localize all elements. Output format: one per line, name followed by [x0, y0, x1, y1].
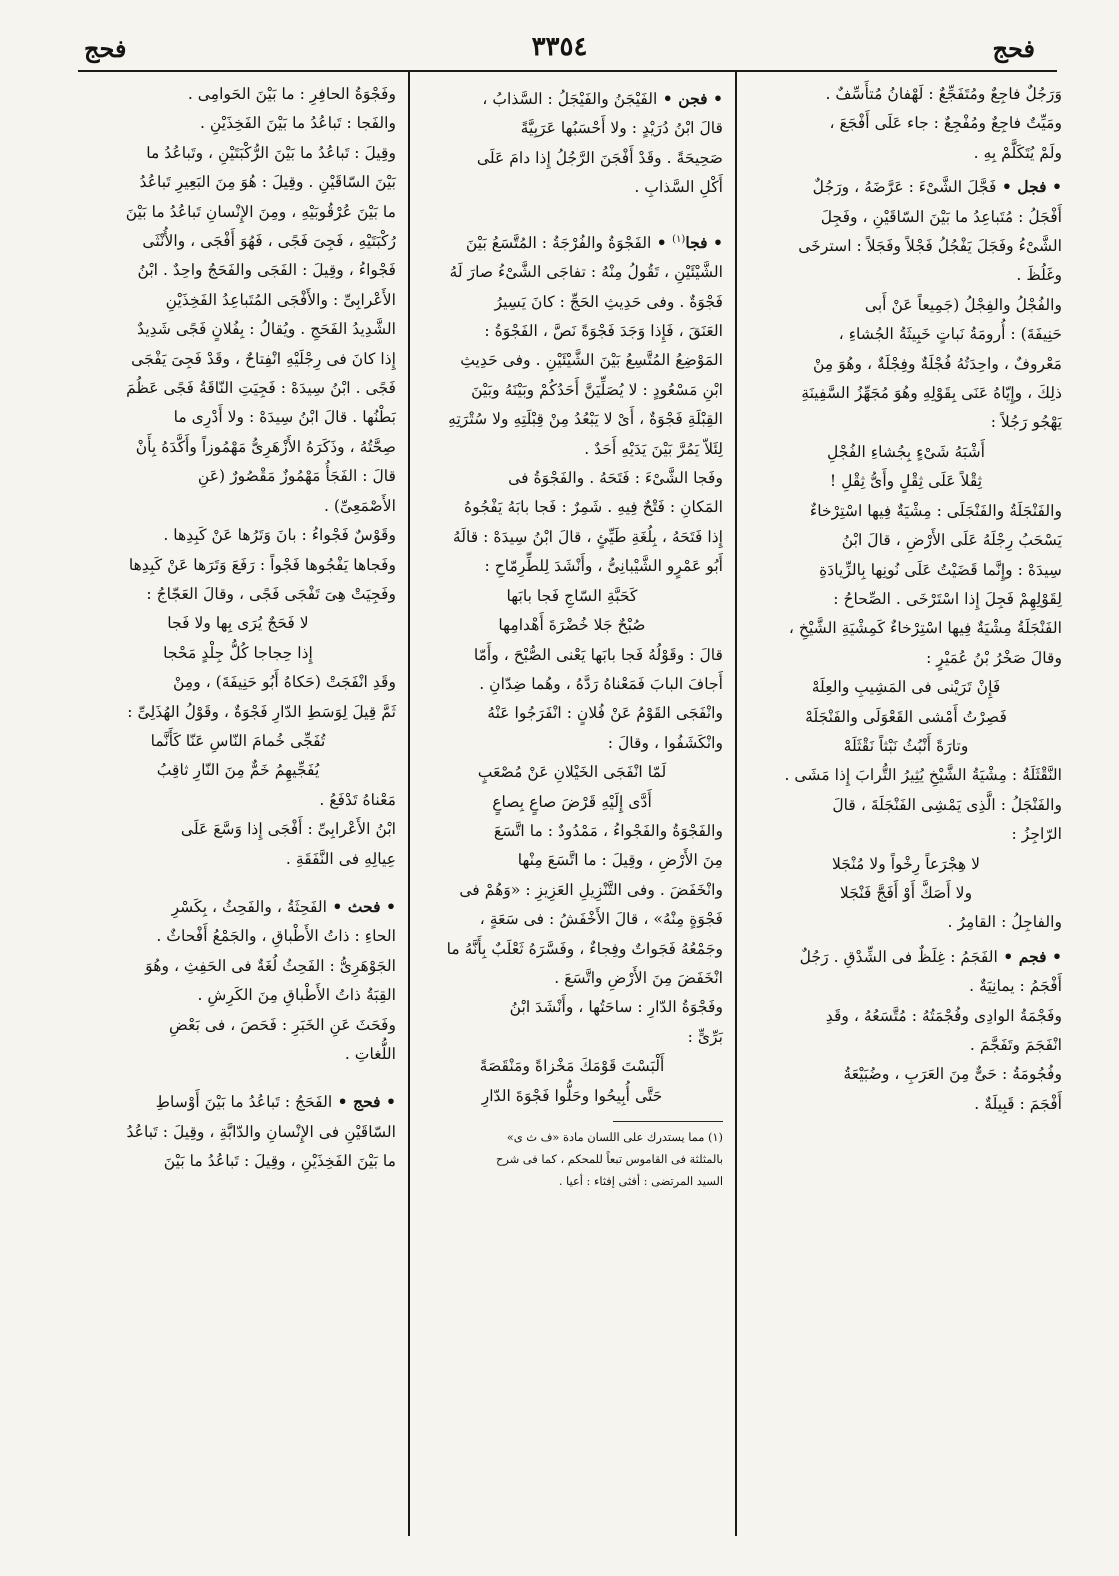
entry-bullet-icon: •: [380, 1092, 396, 1112]
text-line: ما بَيْنَ الفَخِذَيْنِ ، وقِيلَ : تَباعُدُ ما بَيْنَ: [163, 1152, 396, 1171]
text-line: وجَمْعُهُ فَجَواتٌ وفِجاءٌ ، وفَسَّرَهُ ثَعْلَبٌ بِأَنَّهُ ما: [446, 939, 723, 958]
text-line: أَفْجَمَ : قَبِيلَةٌ .: [974, 1094, 1062, 1113]
headword-fajan: فجن: [678, 89, 708, 108]
header-left-word: فحج: [84, 34, 127, 63]
text-line: وقالَ صَخْرُ بْنُ عُمَيْرٍ :: [926, 648, 1062, 667]
entry-fahath-body: [80, 922, 396, 1069]
header-right-word: فحج: [992, 34, 1035, 63]
verse-2: [80, 727, 396, 786]
text-line: قالَ : وقَوْلُهُ فَجا بابَها يَعْنى الصُّبْحَ ، وأَمّا: [473, 645, 723, 664]
text-line: قالَ ابْنُ دُرَيْدٍ : ولا أَحْسَبُها عَرَبِيَّةً: [520, 119, 723, 138]
text-line: والفَنْجَلُ : الَّذِى يَمْشِى الفَنْجَلَةَ ، قالَ: [832, 795, 1062, 814]
text-line: فَجْوَةٍ مِنْهُ» ، قالَ الأَخْفَشُ : فى سَعَةٍ ،: [479, 910, 723, 929]
page-number: ٣٣٥٤: [531, 32, 588, 62]
text-line: لِقَوْلِهِمْ فَجِلَ إِذا اسْتَرْخَى . الصِّحاحُ :: [833, 589, 1062, 608]
headword-fahath: فحث: [347, 896, 381, 916]
text-line: الجَوْهَرِىُّ : الفَحِثُ لُغَةٌ فى الحَفِثِ ، وهُوَ: [145, 956, 396, 975]
verse-line: ثِقْلاً عَلَى ثِقْلٍ وأَىُّ ثِقْلِ !: [829, 472, 983, 491]
text-line: الشَّىْءُ وفَجَلَ يَفْجُلُ فَجْلاً وفَجَلاً : استرخَى: [798, 237, 1062, 256]
entry-faja-first: • فجا$^{(١)}$ • الفَجْوَةُ والفُرْجَةُ : المُتَّسَعُ بَيْنَ: [465, 232, 723, 252]
entry-fajam-line-0: الفَجَمُ : غِلَظٌ فى الشِّدْقِ . رَجُلٌ: [799, 947, 998, 966]
text-line: ابْنُ الأَعْرابِىِّ : أَفْجَى إِذا وَسَّعَ عَلَى: [180, 820, 396, 839]
text-line: (١) مما يستدرك على اللسان مادة «ف ث ى»: [506, 1130, 723, 1144]
text-line: ثَمَّ قِيلَ لِوَسَطِ الدّارِ فَجْوَةٌ ، وقَوْلُ الهُذَلِىِّ :: [127, 702, 396, 721]
entry-bullet-icon: •: [1046, 946, 1062, 966]
text-line: ومَيِّتٌ فاجِعٌ ومُفْجِعٌ : جاء عَلَى أَفْجَعَ ،: [829, 114, 1062, 133]
verse-line: فَإِنْ تَرَيْنى فى المَشِيبِ والعِلَهْ: [811, 678, 1001, 697]
text-line: اللُّغاتِ .: [344, 1045, 396, 1063]
text-line: أَبُو عَمْرٍو الشَّيْبانِىُّ ، وأَنْشَدَ لِلطِّرِمّاحِ :: [484, 557, 723, 576]
text-line: والفَجا : تَباعُدُ ما بَيْنَ الفَخِذَيْنِ .: [199, 114, 396, 133]
text-line: وفَجْوَةُ الحافِرِ : ما بَيْنَ الحَوامِى .: [187, 85, 396, 103]
text-line: يَهْجُو رَجُلاً :: [990, 413, 1062, 432]
entry-fahaj-body: [80, 1118, 396, 1177]
footnote: [421, 1126, 723, 1192]
text-line: حَنِيفَةَ) : أُرومَةُ نَباتٍ خَبِيثَةُ الجُشاءِ ،: [838, 325, 1062, 344]
text-line: أَفْجَمُ : يمانِيَةٌ .: [969, 977, 1062, 996]
text-line: والفاجِلُ : القامِرُ .: [947, 913, 1062, 932]
headword-fahaj: فحج: [353, 1092, 381, 1112]
text-line: الحاءِ : ذاتُ الأَطْباقِ ، والجَمْعُ أَفْحاثٌ .: [156, 927, 396, 946]
text-line: المَكانِ : فَتْحٌ فِيهِ . شَمِرٌ : فَجا بابَهُ يَفْجُوهُ: [463, 498, 723, 517]
verse-line: إِذا حِجاجا كُلُّ جِلْدٍ مَحْجا: [163, 643, 313, 662]
entry-fahath-first: • فحث • الفَحِثَةُ ، والفَحِثُ ، بِكَسْرِ: [171, 896, 396, 916]
headword-fajal: فجل: [1017, 177, 1047, 197]
text-line: الأَصْمَعِىِّ) .: [324, 496, 396, 515]
entry-fajal-line-0: فَجَّلَ الشَّىْءَ : عَرَّضَهُ ، ورَجُلٌ: [812, 178, 997, 197]
text-line: مِنَ الأَرْضِ ، وقِيلَ : ما اتَّسَعَ مِنْها: [517, 851, 723, 870]
text-line: المَوْضِعُ المُتَّسِعُ بَيْنَ الشَّيْئَيْنِ . وفى حَدِيثِ: [460, 351, 723, 370]
verse-line: أَدَّى إِلَيْهِ قَرْضَ صاعٍ بِصاعٍ: [492, 792, 652, 811]
verse-line: وتارَةً أَنْبُثُ نَبْثاً نَقْثَلَهْ: [843, 736, 969, 755]
verse-line: لَمّا انْفَجَى الخَيْلانِ عَنْ مُصْعَبٍ: [477, 763, 667, 782]
text-line: وانْفَجَى القَوْمُ عَنْ فُلانٍ : انْفَرَجُوا عَنْهُ: [487, 704, 723, 723]
text-line: الفَنْجَلَةُ مِشْيَةٌ فِيها اسْتِرْخاءٌ كَمِشْيَةِ الشَّيْخِ ،: [788, 619, 1062, 638]
text-line: قالَ : الفَجَأُ مَهْمُوزٌ مَقْصُورٌ (عَنِ: [197, 467, 396, 486]
entry-fajan-first: • فجن • الفَيْجَنُ والفَيْجَلُ : السَّذابُ ،: [482, 89, 723, 108]
headword-fajam: فجم: [1018, 946, 1047, 966]
text-line: لِئَلاّ يَمُرَّ بَيْنَ يَدَيْهِ أَحَدٌ .: [584, 439, 723, 458]
entry-fahath-line-0: الفَحِثَةُ ، والفَحِثُ ، بِكَسْرِ: [171, 897, 327, 916]
col-right-body-4: [750, 908, 1062, 937]
col-left-body-1: [80, 80, 396, 609]
column-divider-right: [735, 72, 737, 1536]
text-line: العَنَقَ ، فَإِذا وَجَدَ فَجْوَةً نَصَّ ، الفَجْوَةُ :: [484, 322, 723, 341]
text-line: والفُجْلُ والفِجْلُ (جَمِيعاً عَنْ أَبى: [864, 295, 1062, 314]
col-mid-body-2: [421, 641, 723, 759]
entry-bullet-icon: •: [707, 232, 723, 252]
entry-faja-line-0: الفَجْوَةُ والفُرْجَةُ : المُتَّسَعُ بَيْنَ: [465, 233, 652, 252]
entry-fahaj-line-0: الفَحَجُ : تَباعُدُ ما بَيْنَ أَوْساطِ: [155, 1093, 333, 1112]
text-line: إِذا كانَ فى رِجْلَيْهِ انْفِتاحٌ ، وقَدْ فَجِىَ يَفْجَى: [131, 349, 396, 368]
entry-faja-body: [421, 258, 723, 581]
text-line: والفَنْجَلَةُ والفَنْجَلَى : مِشْيَةٌ فِيها اسْتِرْخاءٌ: [809, 501, 1062, 520]
text-line: الشَّيْئَيْنِ ، تَقُولُ مِنْهُ : تفاجَى الشَّىْءُ صارَ لَهُ: [449, 263, 723, 282]
text-line: الرّاجِزُ :: [1011, 825, 1062, 844]
text-line: وقَدِ انْفَجَتْ (حَكاهُ أَبُو حَنِيفَةَ) ، ومِنْ: [172, 673, 396, 692]
text-line: القِبَةُ ذاتُ الأَطْباقِ مِنَ الكَرِشِ .: [197, 986, 396, 1005]
text-line: عِيالِهِ فى النَّفَقَةِ .: [285, 849, 396, 868]
verse-1: [80, 609, 396, 668]
text-line: والفَجْوَةُ والفَجْواءُ ، مَمْدُودٌ : ما اتَّسَعَ: [493, 821, 723, 840]
text-line: وفَجْوَةُ الدّارِ : ساحَتُها ، وأَنْشَدَ ابْنُ: [509, 998, 723, 1017]
text-line: ما بَيْنَ عُرْقُوبَيْهِ ، ومِنَ الإِنْسانِ تَباعُدُ ما بَيْنَ: [125, 202, 396, 221]
col-right-body-2: [750, 497, 1062, 673]
text-line: أَكْلِ السَّذابِ .: [634, 178, 723, 197]
entry-fajam-first: • فجم • الفَجَمُ : غِلَظٌ فى الشِّدْقِ . رَجُلٌ: [799, 946, 1062, 966]
text-line: صِحَّتُهُ ، وذَكَرَهُ الأَزْهَرِىُّ مَهْمُوزاً وأَكَّدَهُ بِأَنْ: [135, 437, 396, 456]
text-line: بالمثلثة فى القاموس تبعاً للمحكم ، كما فى شرح: [495, 1152, 723, 1166]
text-line: ابْنِ مَسْعُودٍ : لا يُصَلِّيَنَّ أَحَدُكُمْ وبَيْنَهُ وبَيْنَ: [471, 380, 723, 399]
verse-line: أَلْبَسْتَ قَوْمَكَ مَخْزاةً ومَنْقَصَةً: [479, 1057, 665, 1076]
text-line: إِذا فَتَحَهُ ، بِلُغَةِ طَيِّئٍ ، قالَ ابْنُ سِيدَهْ : قالَهُ: [452, 527, 723, 546]
text-line: الأَعْرابِىِّ : والأَفْجَى المُتَباعِدُ الفَخِذَيْنِ: [165, 290, 396, 309]
text-line: ولَمْ يُتَكَلَّمْ بِهِ .: [973, 143, 1062, 162]
text-line: ذلِكَ ، وإِيّاهُ عَنَى بِقَوْلِهِ وهُوَ مُجَهِّزُ السَّفِينَةِ: [801, 384, 1062, 403]
text-line: وقَوْسٌ فَجْواءُ : بانَ وَتَرُها عَنْ كَبِدِها .: [163, 526, 396, 545]
page-header: [70, 28, 1049, 70]
text-line: وانْخَفَضَ . وفى التَّنْزِيلِ العَزِيزِ : «وَهُمْ فى: [459, 880, 723, 899]
text-line: بَيْنَ السّاقَيْنِ . وقِيلَ : هُوَ مِنَ البَعِيرِ تَباعُدُ: [139, 173, 396, 192]
text-line: فَجْوَةٌ . وفى حَدِيثِ الحَجِّ : كانَ يَسِيرُ: [494, 292, 723, 311]
entry-fajal-body: [750, 203, 1062, 438]
verse-line: كَحَبَّةِ السّاجِ فَجا بابَها: [506, 586, 638, 605]
text-line: وفَحَثَ عَنِ الخَبَرِ : فَحَصَ ، فى بَعْضِ: [168, 1015, 396, 1034]
text-line: فَجْواءُ ، وقِيلَ : الفَجَى والفَحَجُ واحِدٌ . ابْنُ: [137, 261, 396, 280]
entry-fajan-line-0: الفَيْجَنُ والفَيْجَلُ : السَّذابُ ،: [482, 90, 658, 108]
text-line: صَحِيحَةً . وقَدْ أَفْجَنَ الرَّجُلُ إِذا دامَ عَلَى: [476, 148, 723, 167]
text-line: بَطْنُها . قالَ ابْنُ سِيدَهْ : ولا أَدْرِى ما: [173, 408, 396, 427]
text-line: انْخَفَضَ مِنَ الأَرْضِ واتَّسَعَ .: [554, 968, 723, 987]
verse-line: صُبْحٌ جَلا خُضْرَةَ أَهْدامِها: [498, 616, 646, 635]
verse-line: تُفَجِّى خُمامَ النّاسِ عَنّا كَأَنَّما: [150, 731, 326, 750]
entry-fajal-first: • فجل • فَجَّلَ الشَّىْءَ : عَرَّضَهُ ، ورَجُلٌ: [812, 177, 1062, 197]
entry-bullet-icon: •: [707, 89, 723, 108]
verse-line: أَشْبَهُ شَىْءٍ بِجُشاءِ الفُجْلِ: [827, 442, 985, 461]
text-line: فَجًى . ابْنُ سِيدَهْ : فَجِيَتِ النّاقَةُ فَجًى عَظُمَ: [126, 379, 396, 398]
verse-line: حَتَّى أُبِيحُوا وحَلُّوا فَجْوَةَ الدّارِ: [481, 1086, 663, 1105]
text-line: وفَجِيَتْ هِىَ تَفْجَى فَجًى ، وقالَ العَجّاجُ :: [146, 584, 396, 603]
verse-1: [750, 438, 1062, 497]
verse-3: [421, 1052, 723, 1111]
footnote-rule: [613, 1121, 723, 1122]
verse-1: [421, 582, 723, 641]
verse-2: [421, 758, 723, 817]
text-line: أَفْجَلُ : مُتَباعِدُ ما بَيْنَ السّاقَيْنِ ، وفَجِلَ: [820, 207, 1062, 226]
column-left: [78, 80, 402, 1550]
footnote-mark: (١): [672, 233, 686, 245]
verse-line: فَصِرْتُ أَمْشى القَعْوَلَى والفَنْجَلَهْ: [805, 707, 1007, 726]
verse-line: ولا أَصَكَّ أَوْ أَفَجَّ فَنْجَلا: [839, 883, 973, 902]
entry-fajan-body: [421, 114, 723, 202]
text-line: مَعْروفٌ ، واحِدَتُهُ فُجْلَةٌ وفِجْلَةٌ ، وهُوَ مِنْ: [813, 354, 1062, 373]
text-line: مَعْناهُ تَدْفَعُ .: [319, 790, 396, 809]
text-line: السيد المرتضى : أفثى إفثاء : أعيا .: [558, 1174, 723, 1188]
text-line: رُكْبَتَيْهِ ، فَجِىَ فَجًى ، فَهُوَ أَفْجَى ، والأُنْثَى: [142, 232, 396, 251]
text-line: وفُجُومَةُ : حَىٌّ مِنَ العَرَبِ ، وضُبَيْعَةُ: [843, 1065, 1062, 1084]
verse-line: لا فَحَجٌ يُرَى بِها ولا فَجا: [167, 614, 309, 633]
col-right-intro: [750, 80, 1062, 168]
text-line: سِيدَهْ : وإِنَّما قَضَيْتُ عَلَى نُونِها بِالزِّيادَةِ: [819, 560, 1062, 579]
verse-2: [750, 673, 1062, 761]
column-divider-left: [408, 72, 410, 1536]
entry-bullet-icon: •: [380, 896, 396, 916]
text-line: القِبْلَةِ فَجْوَةٌ ، أَىْ لا يَبْعُدُ مِنْ قِبْلَتِهِ ولا سُتْرَتِهِ: [448, 410, 723, 429]
text-line: وغَلُظَ .: [1016, 266, 1062, 285]
text-line: أَجافَ البابَ فَمَعْناهُ رَدَّهُ ، وهُما ضِدّانِ .: [479, 674, 723, 693]
verse-line: يُفَجِّيهِمُ خَمٌّ مِنَ النّارِ ثاقِبُ: [156, 761, 320, 780]
column-right: [742, 80, 1068, 1550]
verse-line: لا هِجْرَعاً رِخْواً ولا مُنْجَلا: [831, 854, 981, 873]
text-line: وفَجاها يَفْجُوها فَجْواً : رَفَعَ وَتَرَها عَنْ كَبِدِها: [128, 555, 396, 574]
text-line: وانْكَشَفُوا ، وقالَ :: [607, 733, 723, 752]
text-line: الشَّدِيدُ الفَحَجِ . ويُقالُ : بِفُلانٍ فَجًى شَدِيدٌ: [137, 320, 396, 339]
entry-fahaj-first: • فحج • الفَحَجُ : تَباعُدُ ما بَيْنَ أَوْساطِ: [155, 1092, 396, 1112]
col-right-body-3: [750, 761, 1062, 849]
text-line: وفَجا الشَّىْءَ : فَتَحَهُ . والفَجْوَةُ فى: [508, 469, 723, 488]
headword-faja: فجا: [685, 232, 708, 252]
col-left-body-3: [80, 786, 396, 874]
header-rule: [78, 70, 1057, 72]
text-line: بَرِّىٍّ :: [687, 1027, 723, 1046]
col-mid-body-3: [421, 817, 723, 1052]
text-line: السّاقَيْنِ فى الإِنْسانِ والدّابَّةِ ، وقِيلَ : تَباعُدُ: [126, 1122, 396, 1141]
column-middle: [415, 80, 729, 1550]
text-line: وفَجْمَةُ الوادِى وفُجْمَتُهُ : مُتَّسَعُهُ ، وقَدِ: [825, 1006, 1062, 1025]
text-line: انْفَجَمَ وتَفَجَّمَ .: [969, 1036, 1062, 1054]
text-line: وَرَجُلٌ فاجِعٌ ومُتَفَجِّعٌ : لَهْفانُ مُتأَسِّفٌ .: [825, 85, 1062, 103]
text-line: يَسْحَبُ رِجْلَهُ عَلَى الأَرْضِ ، قالَ ابْنُ: [841, 531, 1062, 550]
text-line: النَّقْثَلَةُ : مِشْيَةُ الشَّيْخِ يُثِيرُ التُّرابَ إِذا مَشَى .: [784, 766, 1062, 785]
verse-3: [750, 850, 1062, 909]
entry-bullet-icon: •: [1046, 177, 1062, 197]
text-line: وقِيلَ : تَباعُدُ ما بَيْنَ الرُّكْبَتَيْنِ ، وتَباعُدُ ما: [146, 143, 396, 162]
col-left-body-2: [80, 668, 396, 727]
entry-fajam-body: [750, 972, 1062, 1119]
